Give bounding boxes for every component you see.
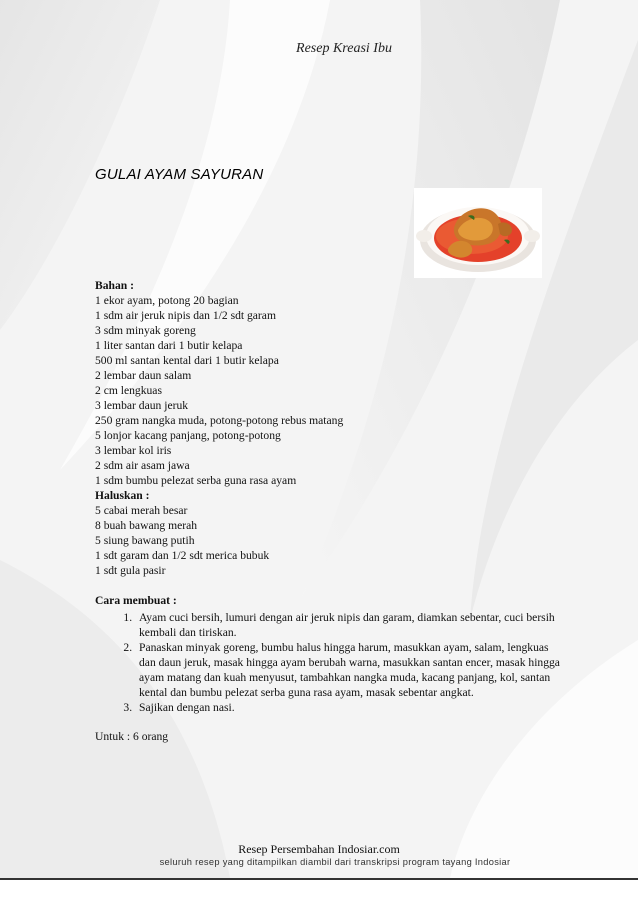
serves-text: Untuk : 6 orang: [95, 730, 169, 743]
curry-dish-illustration: [414, 188, 542, 278]
ingredient-item: 1 liter santan dari 1 butir kelapa: [95, 339, 243, 352]
ingredient-item: 1 sdm air jeruk nipis dan 1/2 sdt garam: [95, 309, 276, 322]
haluskan-heading: Haluskan :: [95, 489, 150, 502]
ingredient-item: 250 gram nangka muda, potong-potong rebus matang: [95, 414, 344, 427]
haluskan-list: [95, 503, 565, 578]
header-text: Resep Kreasi Ibu: [296, 41, 392, 56]
bahan-list: [95, 293, 565, 488]
recipe-title: GULAI AYAM SAYURAN: [95, 166, 264, 183]
ingredient-item: 3 lembar daun jeruk: [95, 399, 189, 412]
ingredient-item: 3 lembar kol iris: [95, 444, 172, 457]
spice-item: 5 cabai merah besar: [95, 504, 188, 517]
ingredient-item: 2 lembar daun salam: [95, 369, 192, 382]
spice-item: 5 siung bawang putih: [95, 534, 195, 547]
step-item: 1. Ayam cuci bersih, lumuri dengan air jeruk nipis dan garam, diamkan sebentar, cuci bersih kembali dan tiriskan.: [135, 610, 565, 640]
step-item: 2. Panaskan minyak goreng, bumbu halus hingga harum, masukkan ayam, salam, lengkuas dan daun jeruk, masak hingga ayam berubah warna, masukkan santan encer, masak hingga ayam matang dan kuah menyusut, tambahkan nangka muda, kacang panjang, kol, santan kental dan bumbu pelezat serba guna rasa ayam, masak sebentar angkat.: [135, 640, 565, 700]
ingredient-item: 2 sdm air asam jawa: [95, 459, 190, 472]
footer-source: Resep Persembahan Indosiar.com: [238, 842, 400, 856]
spice-item: 1 sdt gula pasir: [95, 564, 166, 577]
step-item: 3. Sajikan dengan nasi.: [135, 700, 565, 715]
ingredient-item: 2 cm lengkuas: [95, 384, 162, 397]
footer-note-text: seluruh resep yang ditampilkan diambil dari transkripsi program tayang Indosiar: [159, 857, 511, 867]
ingredient-item: 500 ml santan kental dari 1 butir kelapa: [95, 354, 279, 367]
recipe-body: [95, 278, 565, 744]
steps-list: [95, 610, 565, 715]
page-bottom-rule: [0, 878, 638, 880]
ingredient-item: 1 sdm bumbu pelezat serba guna rasa ayam: [95, 474, 297, 487]
ingredient-item: 3 sdm minyak goreng: [95, 324, 196, 337]
spice-item: 8 buah bawang merah: [95, 519, 198, 532]
recipe-photo: [414, 188, 542, 278]
ingredient-item: 1 ekor ayam, potong 20 bagian: [95, 294, 239, 307]
cara-heading: Cara membuat :: [95, 594, 177, 607]
page-header: [0, 41, 638, 57]
bahan-heading: Bahan :: [95, 279, 134, 292]
ingredient-item: 5 lonjor kacang panjang, potong-potong: [95, 429, 281, 442]
spice-item: 1 sdt garam dan 1/2 sdt merica bubuk: [95, 549, 270, 562]
footer-note: [0, 857, 638, 867]
